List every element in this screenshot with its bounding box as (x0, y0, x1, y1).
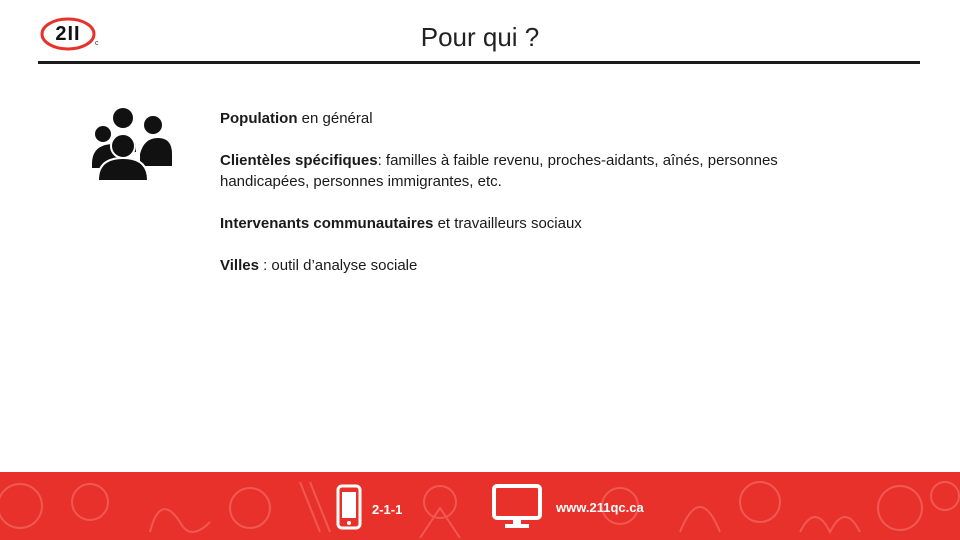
list-item (220, 255, 860, 276)
item-text: : outil d’analyse sociale (258, 257, 418, 274)
item-heading: Intervenants communautaires (220, 215, 434, 232)
page-title: Pour qui ? (420, 22, 540, 52)
item-heading: Population (220, 110, 298, 127)
list-item (220, 150, 860, 192)
brand-logo (40, 17, 96, 51)
item-text: : familles à faible revenu, proches-aidants, aînés, personnes handicapées, personnes immigrantes, etc. (220, 152, 778, 190)
website-link[interactable]: www.211qc.ca (556, 500, 644, 515)
title-divider (38, 61, 920, 64)
item-text: en général (297, 110, 373, 127)
list-item (220, 108, 860, 129)
item-text: et travailleurs sociaux (433, 215, 582, 232)
item-heading: Clientèles spécifiques (220, 152, 378, 169)
logo-superscript: c (95, 40, 99, 47)
footer-pattern-icon (0, 472, 960, 540)
list-item (220, 213, 860, 234)
phone-number[interactable]: 2-1-1 (372, 502, 403, 517)
phone-icon[interactable] (336, 484, 362, 530)
footer-banner (0, 472, 960, 540)
item-heading: Villes (220, 257, 259, 274)
logo-text: 2II (55, 23, 81, 45)
monitor-icon[interactable] (492, 484, 542, 530)
people-group-icon (90, 104, 172, 180)
audience-list (220, 108, 860, 297)
